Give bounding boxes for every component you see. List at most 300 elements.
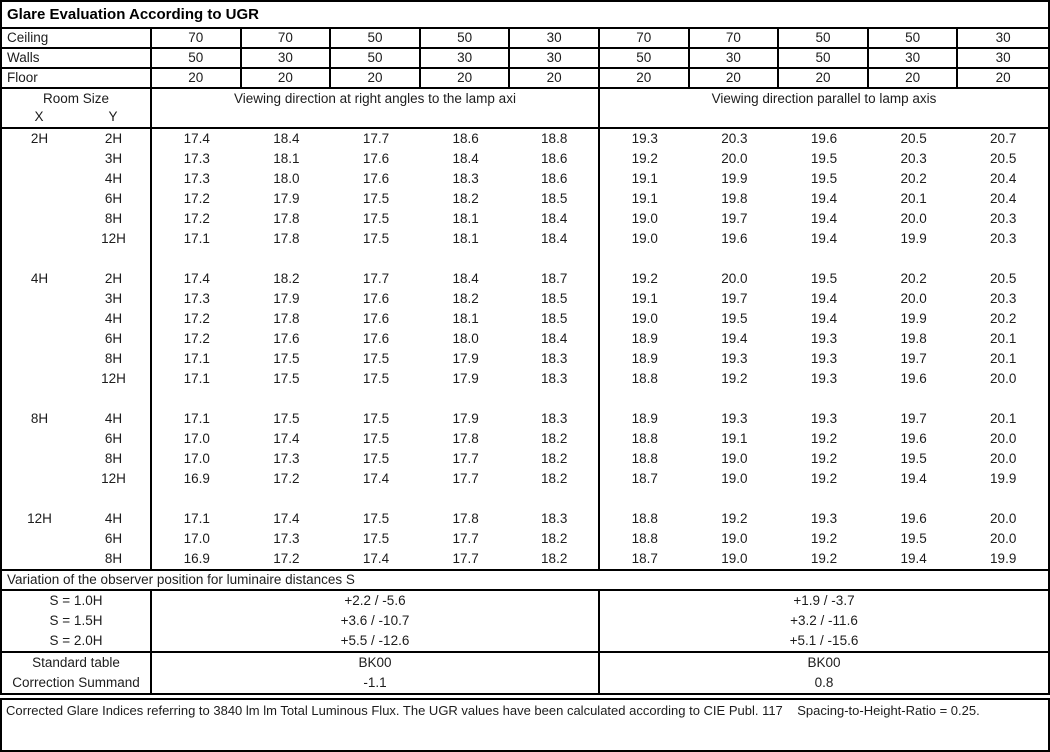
ugr-value-cell: 17.4: [362, 551, 390, 566]
ugr-value-cell: 18.4: [510, 229, 600, 249]
surface-value-cell: 20: [690, 69, 780, 87]
ugr-value-cell: 20.0: [990, 531, 1017, 546]
variation-row: [2, 631, 1048, 651]
ugr-value-cell: 19.4: [810, 231, 838, 246]
ugr-value-cell: 20.4: [990, 191, 1017, 206]
ugr-value-cell: 19.4: [810, 311, 838, 326]
ugr-value-cell: 20.1: [990, 411, 1017, 426]
ugr-value-cell: 20.3: [990, 211, 1017, 226]
ugr-row: [2, 529, 1048, 549]
ugr-value-cell: 20.0: [900, 291, 927, 306]
ugr-row: [2, 149, 1048, 169]
ugr-value-cell: 19.2: [721, 371, 748, 386]
ugr-value-cell: 19.1: [631, 291, 658, 306]
surface-row-label: Ceiling: [2, 29, 152, 47]
room-y-cell: 4H: [77, 409, 152, 429]
ugr-value-cell: 17.5: [362, 191, 390, 206]
ugr-value-cell: [600, 489, 690, 509]
ugr-value-cell: 17.6: [362, 151, 390, 166]
ugr-value-cell: 18.2: [510, 449, 600, 469]
ugr-value-cell: 19.5: [810, 171, 838, 186]
ugr-value-cell: [690, 389, 780, 409]
ugr-value-cell: 17.1: [183, 411, 210, 426]
surface-value-cell: 30: [690, 49, 780, 67]
ugr-value-cell: 19.1: [631, 191, 658, 206]
room-y-cell: 2H: [77, 269, 152, 289]
ugr-row: [2, 289, 1048, 309]
ugr-value-cell: 17.5: [273, 411, 300, 426]
ugr-value-cell: [242, 249, 332, 269]
ugr-value-cell: 20.1: [990, 331, 1017, 346]
surface-row-label: Walls: [2, 49, 152, 67]
ugr-value-cell: 17.2: [273, 471, 300, 486]
ugr-value-cell: 17.1: [183, 511, 210, 526]
x-column-label: X: [34, 109, 44, 124]
surface-value-cell: 70: [242, 29, 332, 47]
ugr-value-cell: [690, 249, 780, 269]
room-x-cell: [2, 249, 77, 269]
ugr-value-cell: 20.4: [990, 171, 1017, 186]
ugr-value-cell: 19.0: [721, 451, 748, 466]
ugr-value-cell: 19.8: [900, 331, 927, 346]
room-y-cell: 3H: [77, 149, 152, 169]
ugr-value-cell: 20.2: [990, 311, 1017, 326]
ugr-value-cell: 19.9: [721, 171, 748, 186]
room-x-cell: [2, 209, 77, 229]
ugr-value-cell: [331, 249, 421, 269]
ugr-row: [2, 469, 1048, 489]
surface-row-label: Floor: [2, 69, 152, 87]
ugr-value-cell: 17.7: [452, 551, 479, 566]
ugr-value-cell: [958, 489, 1048, 509]
surface-value-cell: 30: [869, 49, 959, 67]
ugr-value-cell: [600, 389, 690, 409]
surface-value-cell: 30: [510, 49, 600, 67]
ugr-value-cell: 17.4: [273, 511, 300, 526]
ugr-value-cell: 17.9: [273, 191, 300, 206]
ugr-value-cell: 20.1: [990, 351, 1017, 366]
ugr-value-cell: 18.3: [510, 509, 600, 529]
surface-value-cell: 30: [242, 49, 332, 67]
ugr-value-cell: 19.3: [721, 351, 748, 366]
ugr-value-cell: 18.3: [510, 409, 600, 429]
room-y-cell: 12H: [77, 469, 152, 489]
surface-value-cell: 50: [152, 49, 242, 67]
ugr-value-cell: 18.8: [510, 129, 600, 149]
ugr-value-cell: 20.0: [900, 211, 927, 226]
room-y-cell: 8H: [77, 549, 152, 569]
ugr-value-cell: 18.9: [631, 411, 658, 426]
ugr-value-cell: 19.0: [631, 211, 658, 226]
ugr-value-cell: 17.5: [362, 511, 390, 526]
surface-row: [2, 49, 1048, 69]
ugr-value-cell: 18.2: [510, 529, 600, 549]
ugr-row: [2, 449, 1048, 469]
ugr-row: [2, 369, 1048, 389]
ugr-value-cell: 17.3: [183, 291, 210, 306]
room-x-cell: [2, 289, 77, 309]
ugr-value-cell: 18.1: [452, 231, 479, 246]
ugr-value-cell: 18.8: [631, 531, 658, 546]
ugr-value-cell: 20.2: [900, 171, 927, 186]
ugr-value-cell: 17.5: [273, 371, 300, 386]
ugr-value-cell: 17.1: [183, 371, 210, 386]
ugr-value-cell: 19.2: [810, 471, 838, 486]
ugr-value-cell: 18.4: [273, 131, 300, 146]
ugr-value-cell: 20.0: [990, 511, 1017, 526]
ugr-value-cell: 18.1: [273, 151, 300, 166]
ugr-value-cell: 19.4: [810, 211, 838, 226]
ugr-value-cell: [779, 389, 869, 409]
ugr-value-cell: 17.7: [452, 531, 479, 546]
room-y-cell: 4H: [77, 309, 152, 329]
ugr-value-cell: 19.0: [721, 531, 748, 546]
surface-value-cell: 20: [242, 69, 332, 87]
ugr-value-cell: 17.3: [273, 451, 300, 466]
ugr-row: [2, 549, 1048, 569]
ugr-value-cell: [331, 389, 421, 409]
ugr-value-cell: 19.3: [810, 411, 838, 426]
ugr-value-cell: 18.1: [452, 311, 479, 326]
ugr-value-cell: 20.5: [900, 131, 927, 146]
ugr-value-cell: 19.7: [900, 411, 927, 426]
ugr-value-cell: 17.8: [273, 311, 300, 326]
room-x-cell: 4H: [30, 271, 49, 286]
ugr-value-cell: 19.4: [810, 191, 838, 206]
ugr-value-cell: 17.4: [273, 431, 300, 446]
ugr-row: [2, 229, 1048, 249]
summary-right-value: 0.8: [814, 675, 834, 690]
room-x-cell: [2, 229, 77, 249]
surface-value-cell: 20: [152, 69, 242, 87]
room-x-cell: [2, 449, 77, 469]
ugr-row: [2, 429, 1048, 449]
room-y-cell: 3H: [77, 289, 152, 309]
room-y-cell: 4H: [77, 169, 152, 189]
ugr-value-cell: [152, 249, 242, 269]
ugr-value-cell: 17.5: [362, 211, 390, 226]
ugr-value-cell: 19.1: [631, 171, 658, 186]
ugr-value-cell: 19.2: [810, 551, 838, 566]
surface-value-cell: 50: [869, 29, 959, 47]
room-x-cell: [2, 169, 77, 189]
ugr-value-cell: 17.6: [362, 331, 390, 346]
ugr-value-cell: 17.9: [452, 411, 479, 426]
room-x-cell: [2, 489, 77, 509]
variation-label: S = 1.5H: [2, 611, 152, 631]
surface-value-cell: 20: [779, 69, 869, 87]
ugr-value-cell: 19.6: [900, 371, 927, 386]
ugr-value-cell: 19.4: [900, 551, 927, 566]
ugr-value-cell: [869, 389, 959, 409]
room-x-cell: [2, 189, 77, 209]
ugr-value-cell: [242, 489, 332, 509]
ugr-value-cell: 16.9: [183, 551, 210, 566]
ugr-value-cell: 19.3: [810, 371, 838, 386]
room-x-cell: [2, 389, 77, 409]
surface-value-cell: 50: [600, 49, 690, 67]
surface-value-cell: 50: [779, 29, 869, 47]
ugr-value-cell: 20.1: [900, 191, 927, 206]
ugr-value-cell: 18.3: [510, 369, 600, 389]
ugr-value-cell: 19.0: [631, 311, 658, 326]
room-x-cell: [2, 329, 77, 349]
ugr-value-cell: 18.8: [631, 431, 658, 446]
ugr-row: [2, 349, 1048, 369]
ugr-value-cell: 18.6: [510, 149, 600, 169]
room-y-cell: 6H: [77, 329, 152, 349]
ugr-value-cell: 20.3: [900, 151, 927, 166]
room-x-cell: [2, 369, 77, 389]
ugr-value-cell: 20.0: [721, 271, 748, 286]
surface-value-cell: 30: [421, 49, 511, 67]
surface-value-cell: 50: [421, 29, 511, 47]
ugr-row: [2, 489, 1048, 509]
ugr-value-cell: 17.2: [273, 551, 300, 566]
ugr-value-cell: 19.7: [721, 211, 748, 226]
room-y-cell: 6H: [77, 529, 152, 549]
ugr-value-cell: 19.3: [631, 131, 658, 146]
surface-value-cell: 20: [510, 69, 600, 87]
room-y-cell: [77, 389, 152, 409]
room-y-cell: 4H: [77, 509, 152, 529]
ugr-value-cell: 17.0: [183, 431, 210, 446]
ugr-value-cell: 20.0: [990, 371, 1017, 386]
ugr-value-cell: 17.2: [183, 331, 210, 346]
summary-label: Standard table: [2, 653, 152, 673]
ugr-row: [2, 409, 1048, 429]
ugr-value-cell: 19.2: [810, 431, 838, 446]
footer-note: Corrected Glare Indices referring to 3840 lm lm Total Luminous Flux. The UGR values have been calculated according to CIE Publ. 117 Spacing-to-Height-Ratio = 0.25.: [0, 698, 1050, 752]
ugr-row: [2, 249, 1048, 269]
ugr-value-cell: [779, 489, 869, 509]
ugr-value-cell: 19.1: [721, 431, 748, 446]
ugr-value-cell: 18.9: [631, 331, 658, 346]
ugr-value-cell: 17.2: [183, 191, 210, 206]
ugr-value-cell: 18.2: [510, 549, 600, 569]
ugr-value-cell: 18.9: [631, 351, 658, 366]
ugr-value-cell: 17.5: [362, 531, 390, 546]
room-x-cell: [2, 309, 77, 329]
room-x-cell: 12H: [27, 511, 52, 526]
ugr-value-cell: 19.9: [990, 471, 1017, 486]
ugr-value-cell: 19.6: [900, 431, 927, 446]
ugr-value-cell: [242, 389, 332, 409]
table-header-row: [2, 89, 1048, 129]
ugr-value-cell: 18.1: [452, 211, 479, 226]
ugr-row: [2, 209, 1048, 229]
ugr-value-cell: 18.0: [273, 171, 300, 186]
ugr-row: [2, 129, 1048, 149]
ugr-value-cell: 17.3: [183, 171, 210, 186]
ugr-value-cell: 17.7: [362, 271, 390, 286]
room-y-cell: 6H: [77, 189, 152, 209]
room-size-xy: [2, 108, 150, 127]
summary-right-value: BK00: [807, 655, 841, 670]
viewing-direction-parallel-header: Viewing direction parallel to lamp axis: [711, 91, 937, 106]
ugr-row: [2, 389, 1048, 409]
room-x-cell: [2, 349, 77, 369]
room-y-cell: 12H: [77, 229, 152, 249]
ugr-value-cell: 18.4: [452, 271, 479, 286]
ugr-value-cell: 19.9: [900, 231, 927, 246]
variation-left-value: +2.2 / -5.6: [152, 591, 600, 611]
ugr-value-cell: 20.2: [900, 271, 927, 286]
surface-value-cell: 50: [331, 29, 421, 47]
ugr-value-cell: 18.4: [510, 329, 600, 349]
room-y-cell: 6H: [77, 429, 152, 449]
ugr-value-cell: 18.8: [631, 451, 658, 466]
room-x-cell: [2, 429, 77, 449]
room-size-header: [2, 89, 152, 127]
summary-label: Correction Summand: [2, 673, 152, 693]
ugr-value-cell: 17.5: [362, 231, 390, 246]
ugr-row: [2, 309, 1048, 329]
ugr-value-cell: 18.5: [510, 309, 600, 329]
ugr-value-cell: [152, 489, 242, 509]
ugr-value-cell: [869, 489, 959, 509]
variation-label: S = 2.0H: [2, 631, 152, 651]
ugr-value-cell: [421, 249, 511, 269]
ugr-value-cell: 19.5: [900, 531, 927, 546]
variation-right-value: +1.9 / -3.7: [793, 593, 855, 608]
summary-row: [2, 673, 1048, 693]
ugr-value-cell: [510, 489, 600, 509]
ugr-value-cell: 17.0: [183, 451, 210, 466]
ugr-value-cell: 19.7: [900, 351, 927, 366]
surface-value-cell: 30: [510, 29, 600, 47]
ugr-value-cell: 17.5: [362, 411, 390, 426]
variation-label: S = 1.0H: [2, 591, 152, 611]
ugr-value-cell: 19.0: [631, 231, 658, 246]
ugr-value-cell: 19.5: [900, 451, 927, 466]
ugr-value-cell: [421, 489, 511, 509]
ugr-value-cell: 19.3: [721, 411, 748, 426]
ugr-value-cell: 20.3: [721, 131, 748, 146]
surface-value-cell: 70: [152, 29, 242, 47]
ugr-row: [2, 189, 1048, 209]
ugr-value-cell: 18.3: [510, 349, 600, 369]
ugr-value-cell: 19.2: [810, 451, 838, 466]
surface-row: [2, 69, 1048, 89]
ugr-value-cell: 17.7: [452, 451, 479, 466]
ugr-value-cell: 20.5: [990, 151, 1017, 166]
ugr-value-cell: [510, 389, 600, 409]
ugr-value-cell: [331, 489, 421, 509]
ugr-value-cell: 17.6: [362, 291, 390, 306]
ugr-value-cell: 17.6: [362, 171, 390, 186]
ugr-value-cell: 20.0: [721, 151, 748, 166]
ugr-value-cell: 18.2: [510, 469, 600, 489]
ugr-value-cell: 18.5: [510, 189, 600, 209]
ugr-value-cell: 17.5: [362, 351, 390, 366]
page-title: Glare Evaluation According to UGR: [2, 2, 1048, 29]
room-x-cell: [2, 549, 77, 569]
ugr-value-cell: 20.0: [990, 431, 1017, 446]
ugr-value-cell: 18.5: [510, 289, 600, 309]
ugr-value-cell: [779, 249, 869, 269]
room-x-cell: 8H: [30, 411, 49, 426]
ugr-value-cell: 18.4: [510, 209, 600, 229]
ugr-value-cell: 17.1: [183, 231, 210, 246]
room-y-cell: [77, 489, 152, 509]
room-y-cell: 12H: [77, 369, 152, 389]
ugr-value-cell: 17.4: [183, 131, 210, 146]
ugr-value-cell: 18.0: [452, 331, 479, 346]
ugr-value-cell: 17.8: [273, 231, 300, 246]
surface-value-cell: 20: [421, 69, 511, 87]
summary-left-value: BK00: [152, 653, 600, 673]
ugr-value-cell: 18.3: [452, 171, 479, 186]
surface-value-cell: 70: [690, 29, 780, 47]
ugr-value-cell: 19.2: [810, 531, 838, 546]
ugr-value-cell: 17.5: [362, 451, 390, 466]
y-column-label: Y: [108, 109, 118, 124]
viewing-direction-right-angles-header: Viewing direction at right angles to the lamp axi: [152, 89, 600, 127]
ugr-value-cell: 17.6: [362, 311, 390, 326]
variation-section-title: Variation of the observer position for luminaire distances S: [2, 571, 1048, 591]
ugr-value-cell: 18.6: [452, 131, 479, 146]
ugr-value-cell: 17.4: [183, 271, 210, 286]
surface-row: [2, 29, 1048, 49]
ugr-value-cell: 19.5: [721, 311, 748, 326]
room-x-cell: 2H: [30, 131, 49, 146]
room-y-cell: [77, 249, 152, 269]
ugr-value-cell: 17.2: [183, 311, 210, 326]
ugr-value-cell: 17.2: [183, 211, 210, 226]
room-x-cell: [2, 469, 77, 489]
variation-right-value: +3.2 / -11.6: [790, 613, 858, 628]
room-y-cell: 2H: [77, 129, 152, 149]
ugr-value-cell: 17.5: [362, 431, 390, 446]
ugr-value-cell: 19.9: [900, 311, 927, 326]
ugr-value-cell: 17.4: [362, 471, 390, 486]
variation-row: [2, 611, 1048, 631]
ugr-value-cell: [421, 389, 511, 409]
ugr-value-cell: [958, 249, 1048, 269]
ugr-value-cell: [600, 249, 690, 269]
ugr-value-cell: 18.2: [510, 429, 600, 449]
ugr-value-cell: 18.2: [452, 191, 479, 206]
ugr-value-cell: 17.9: [273, 291, 300, 306]
ugr-value-cell: 18.4: [452, 151, 479, 166]
ugr-value-cell: 19.2: [631, 151, 658, 166]
ugr-value-cell: 17.8: [452, 431, 479, 446]
variation-left-value: +5.5 / -12.6: [152, 631, 600, 651]
ugr-value-cell: 18.7: [631, 551, 658, 566]
ugr-value-cell: 19.5: [810, 151, 838, 166]
ugr-value-cell: 18.8: [631, 371, 658, 386]
ugr-value-cell: 17.8: [273, 211, 300, 226]
ugr-value-cell: 20.0: [990, 451, 1017, 466]
ugr-value-cell: 17.5: [362, 371, 390, 386]
variation-row: [2, 591, 1048, 611]
surface-value-cell: 30: [995, 30, 1011, 45]
surface-value-cell: 70: [600, 29, 690, 47]
room-x-cell: [2, 529, 77, 549]
ugr-value-cell: 17.7: [362, 131, 390, 146]
surface-value-cell: 30: [995, 50, 1011, 65]
ugr-value-cell: 19.0: [721, 551, 748, 566]
summary-row: [2, 653, 1048, 673]
ugr-value-cell: 18.6: [510, 169, 600, 189]
ugr-value-cell: 19.3: [810, 331, 838, 346]
ugr-value-cell: [958, 389, 1048, 409]
surface-value-cell: 20: [995, 70, 1011, 85]
summary-left-value: -1.1: [152, 673, 600, 693]
ugr-value-cell: [152, 389, 242, 409]
ugr-value-cell: 20.3: [990, 231, 1017, 246]
